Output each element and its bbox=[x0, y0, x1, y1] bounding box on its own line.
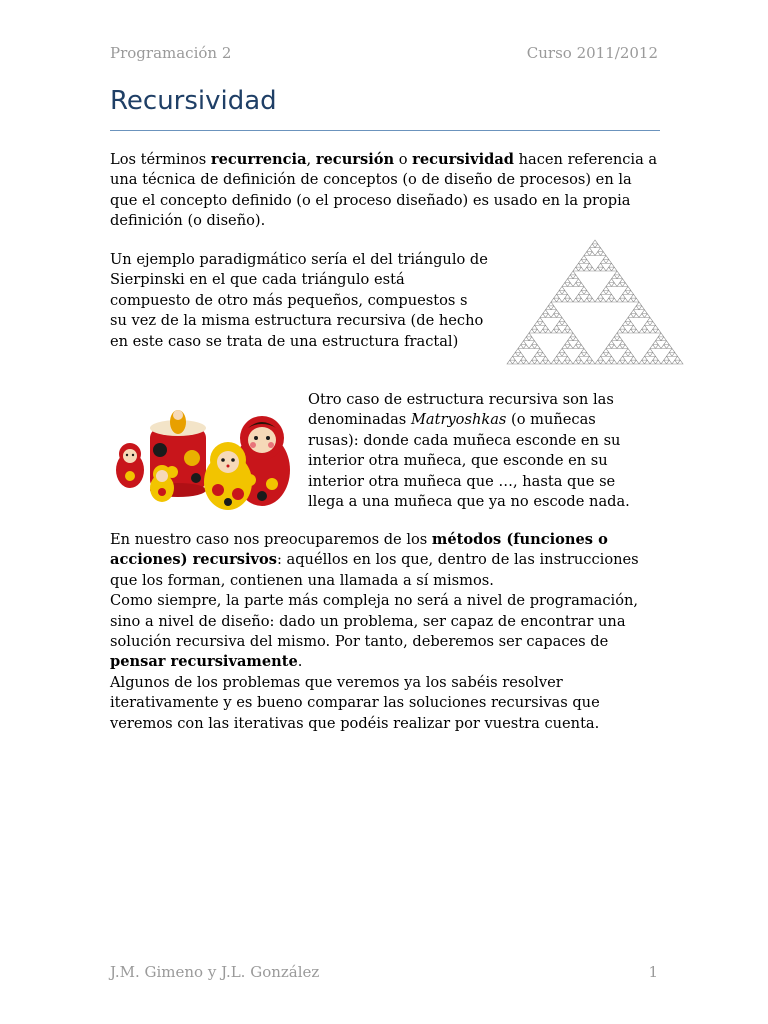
sierpinski-paragraph: Un ejemplo paradigmático sería el del triángulo de Sierpinski en el que cada triángulo está compuesto de otro más pequeños, compuestos s su vez de la misma estructura recursiva (de hecho en este caso se trata de una estructura fractal) bbox=[110, 251, 488, 350]
page-title: Recursividad bbox=[110, 86, 277, 116]
sierpinski-triangle-image bbox=[505, 238, 685, 366]
methods-paragraph: En nuestro caso nos preocuparemos de los métodos (funciones o acciones) recursivos: aquéllos en los que, dentro de las instrucciones que los forman, contienen una llamada a sí mismos. Como siempre, la parte más compleja no será a nivel de programación, sino a nivel de diseño: dado un problema, ser capaz de encontrar una solución recursiva del mismo. Por tanto, deberemos ser capaces de pensar recursivamente. Algunos de los problemas que veremos ya los sabéis resolver iterativamente y es bueno comparar las soluciones recursivas que veremos con las iterativas que podéis realizar por vuestra cuenta. bbox=[110, 531, 639, 732]
footer-authors: J.M. Gimeno y J.L. González bbox=[110, 963, 320, 981]
footer-page-number: 1 bbox=[648, 963, 658, 981]
header-year: Curso 2011/2012 bbox=[526, 44, 658, 62]
matryoshka-dolls-image bbox=[110, 400, 295, 510]
matryoshka-paragraph: Otro caso de estructura recursiva son las denominadas Matryoshkas (o muñecas rusas): donde cada muñeca esconde en su interior otra muñeca, que esconde en su interior otra muñeca que …, hasta que se llega a una muñeca que ya no escode nada. bbox=[308, 391, 630, 511]
sierpinski-path bbox=[507, 240, 683, 364]
header-course: Programación 2 bbox=[110, 44, 232, 62]
intro-paragraph: Los términos recurrencia, recursión o recursividad hacen referencia a una técnica de definición de conceptos (o de diseño de procesos) en la que el concepto definido (o el proceso diseñado) es usado en la propia definición (o diseño). bbox=[110, 151, 658, 230]
title-rule bbox=[110, 130, 660, 131]
